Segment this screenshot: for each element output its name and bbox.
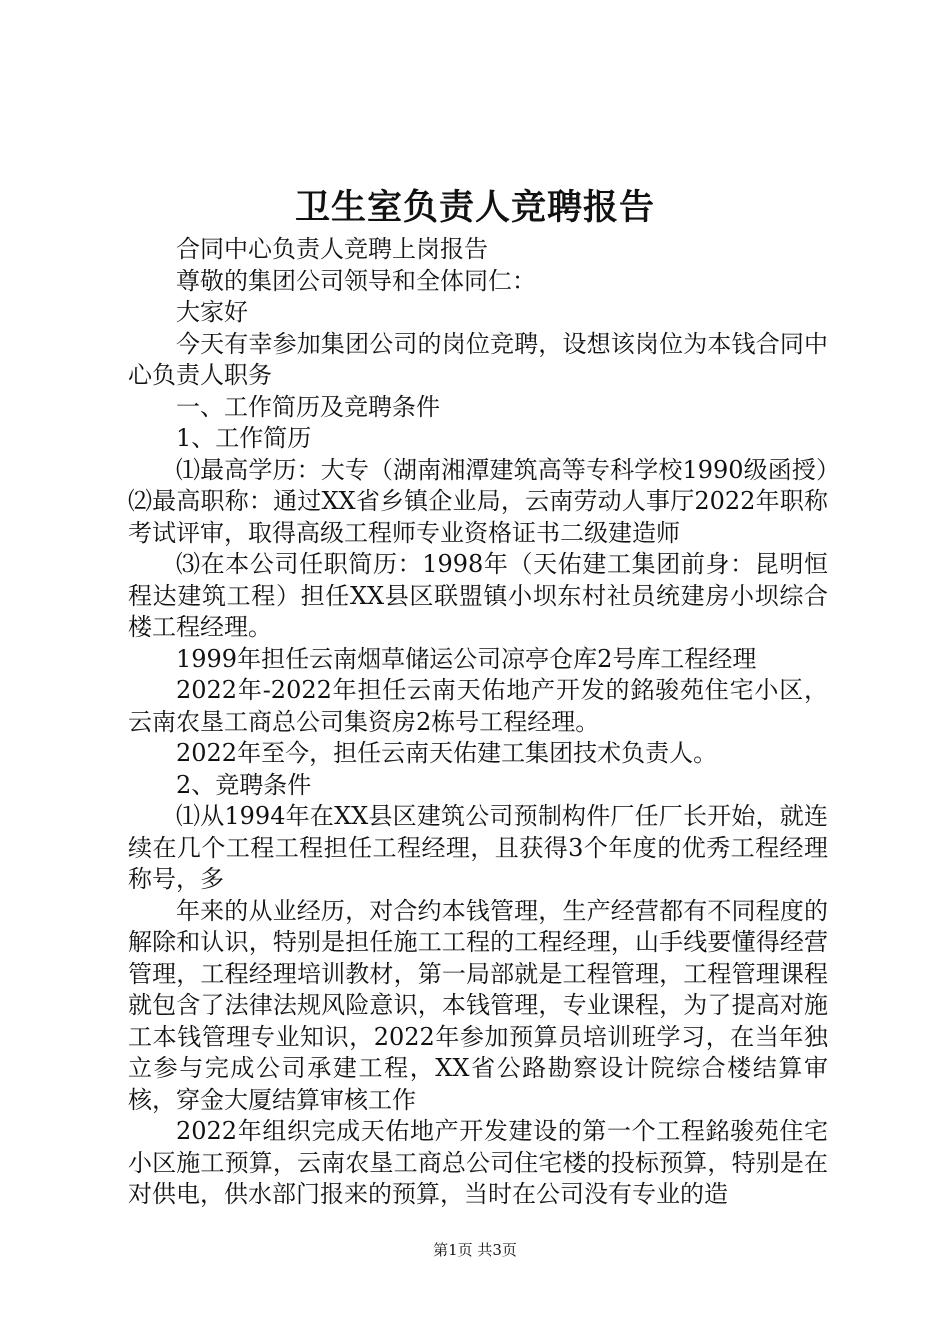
paragraph: 1999年担任云南烟草储运公司凉亭仓库2号库工程经理 [176, 644, 757, 673]
document-title: 卫生室负责人竞聘报告 [294, 187, 655, 228]
paragraph: ⑴最高学历：大专（湖南湘潭建筑高等专科学校1990级函授）⑵最高职称：通过XX省乡镇企业局，云南劳动人事厅2022年职称考试评审，取得高级工程师专业资格证书二级建造师 [128, 455, 828, 547]
paragraph: 今天有幸参加集团公司的岗位竞聘，设想该岗位为本钱合同中心负责人职务 [128, 329, 828, 389]
paragraph: 2022年组织完成天佑地产开发建设的第一个工程銘骏苑住宅小区施工预算，云南农垦工商总公司住宅楼的投标预算，特别是在对供电，供水部门报来的预算，当时在公司没有专业的造 [128, 1117, 828, 1208]
paragraph: 年来的从业经历，对合约本钱管理，生产经营都有不同程度的解除和认识，特别是担任施工工程的工程经理，山手线要懂得经营管理，工程经理培训教材，第一局部就是工程管理，工程管理课程就包含了法律法规风险意识，本钱管理，专业课程，为了提高对施工本钱管理专业知识，2022年参加预算员培训班学习，在当年独立参与完成公司承建工程，XX省公路勘察设计院综合楼结算审核，穿金大厦结算审核工作 [128, 896, 828, 1114]
page-number-footer: 第1页 共3页 [433, 1241, 517, 1259]
subsection-heading: 1、工作简历 [176, 424, 312, 452]
paragraph: 尊敬的集团公司领导和全体同仁： [176, 266, 536, 295]
subsection-heading: 2、竞聘条件 [176, 770, 312, 799]
section-heading: 一、工作简历及竞聘条件 [176, 392, 440, 421]
paragraph: 2022年-2022年担任云南天佑地产开发的銘骏苑住宅小区，云南农垦工商总公司集资房2栋号工程经理。 [128, 676, 828, 736]
paragraph: 大家好 [176, 298, 248, 326]
document-body [128, 234, 828, 1211]
paragraph: ⑶在本公司任职简历：1998年（天佑建工集团前身：昆明恒程达建筑工程）担任XX县区联盟镇小坝东村社员统建房小坝综合楼工程经理。 [128, 550, 828, 641]
paragraph: 合同中心负责人竞聘上岗报告 [176, 235, 488, 263]
paragraph: 2022年至今，担任云南天佑建工集团技术负责人。 [176, 739, 718, 767]
paragraph: ⑴从1994年在XX县区建筑公司预制构件厂任厂长开始，就连续在几个工程工程担任工程经理，且获得3个年度的优秀工程经理称号，多 [128, 802, 828, 893]
